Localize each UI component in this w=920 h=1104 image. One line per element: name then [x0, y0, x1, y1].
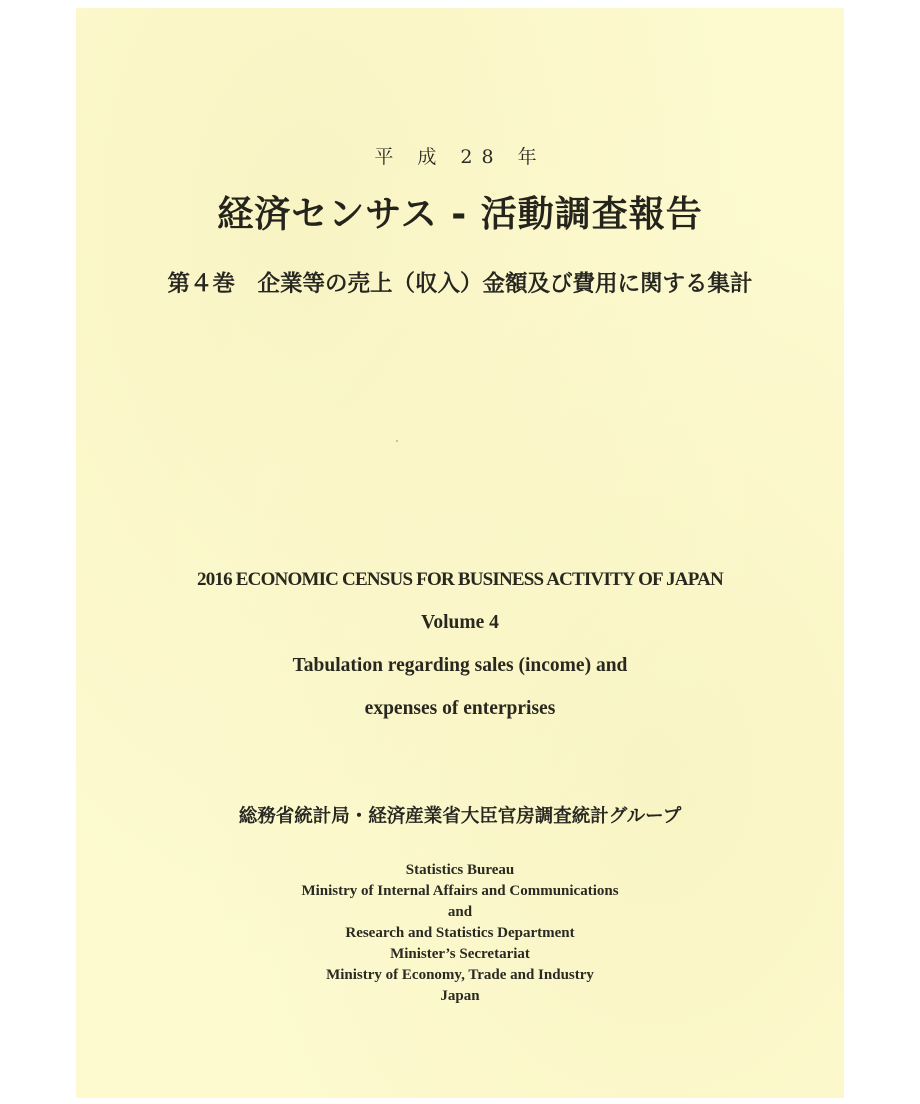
- english-tabulation-line-1: Tabulation regarding sales (income) and: [292, 655, 628, 676]
- japanese-subtitle: 第４巻 企業等の売上（収入）金額及び費用に関する集計: [167, 271, 753, 297]
- era-label: 平 成 28 年: [374, 146, 546, 168]
- japanese-publisher: 総務省統計局・経済産業省大臣官房調査統計グループ: [238, 806, 682, 827]
- english-publisher-line: Japan: [440, 988, 480, 1004]
- english-title: 2016 ECONOMIC CENSUS FOR BUSINESS ACTIVITY OF JAPAN: [197, 569, 723, 590]
- english-publisher-line: Statistics Bureau: [405, 862, 515, 878]
- english-publisher-line: Ministry of Internal Affairs and Communications: [301, 883, 619, 899]
- paper-speck: [396, 440, 398, 442]
- english-publisher-line: and: [447, 904, 473, 920]
- japanese-title: 経済センサス - 活動調査報告: [217, 194, 703, 235]
- english-tabulation-line-2: expenses of enterprises: [364, 698, 556, 719]
- english-publisher-line: Minister’s Secretariat: [390, 946, 530, 962]
- english-publisher-line: Ministry of Economy, Trade and Industry: [326, 967, 594, 983]
- english-publisher-line: Research and Statistics Department: [345, 925, 575, 941]
- english-volume: Volume 4: [421, 612, 499, 633]
